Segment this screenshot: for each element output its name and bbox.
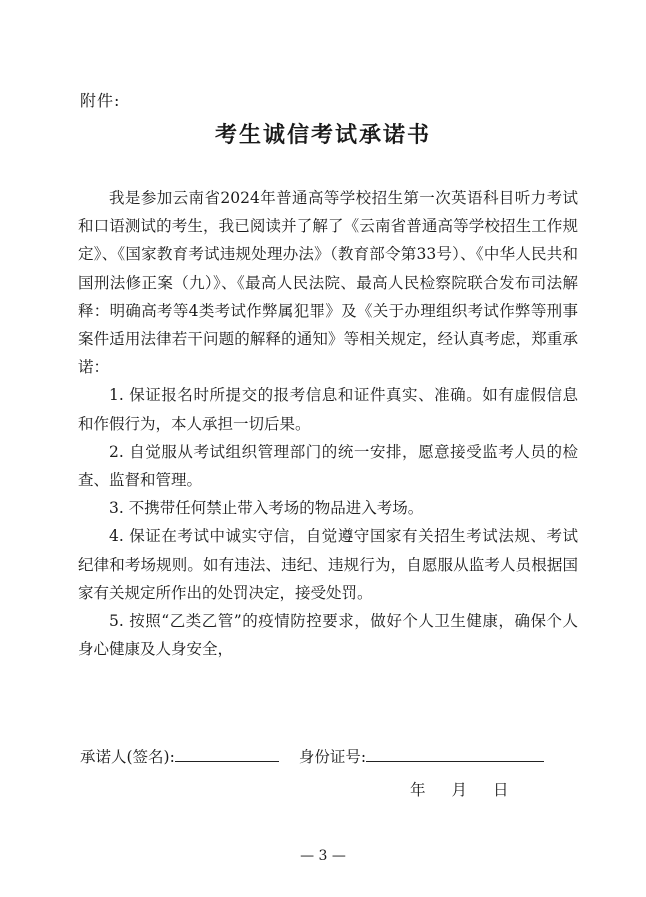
id-number-label: 身份证号: xyxy=(298,748,367,766)
id-number-field[interactable] xyxy=(366,745,544,762)
document-title: 考生诚信考试承诺书 xyxy=(214,123,431,148)
date-year: 年 xyxy=(410,781,426,799)
date-row xyxy=(410,778,509,800)
pledge-item-3: 3. 不携带任何禁止带入考场的物品进入考场。 xyxy=(109,499,424,518)
signature-row xyxy=(80,745,600,767)
pledge-item-4: 4. 保证在考试中诚实守信，自觉遵守国家有关招生考试法规、考试纪律和考场规则。如有违法、违纪、违规行为，自愿服从监考人员根据国家有关规定所作出的处罚决定，接受处罚。 xyxy=(78,527,578,602)
date-month: 月 xyxy=(451,781,468,799)
pledge-item-5: 5. 按照“乙类乙管”的疫情防控要求，做好个人卫生健康，确保个人身心健康及人身安全， xyxy=(78,612,578,659)
intro-paragraph: 我是参加云南省2024年普通高等学校招生第一次英语科目听力考试和口语测试的考生，我已阅读并了解了《云南省普通高等学校招生工作规定》、《国家教育考试违规处理办法》（教育部令第33号）、《中华人民共和国刑法修正案（九）》、《最高人民法院、最高人民检察院联合发布司法解释：明确高考等4类考试作弊属犯罪》及《关于办理组织考试作弊等刑事案件适用法律若干问题的解释的通知》等相关规定，经认真考虑，郑重承诺： xyxy=(78,189,578,377)
pledge-item-1: 1. 保证报名时所提交的报考信息和证件真实、准确。如有虚假信息和作假行为，本人承担一切后果。 xyxy=(78,386,578,433)
signer-label: 承诺人(签名): xyxy=(80,748,175,766)
pledge-item-2: 2. 自觉服从考试组织管理部门的统一安排，愿意接受监考人员的检查、监督和管理。 xyxy=(78,442,578,490)
date-day: 日 xyxy=(493,781,509,799)
page-number: — 3 — xyxy=(300,848,346,864)
attachment-label: 附件: xyxy=(80,91,121,110)
document-body xyxy=(78,184,578,663)
signature-field[interactable] xyxy=(175,745,279,762)
